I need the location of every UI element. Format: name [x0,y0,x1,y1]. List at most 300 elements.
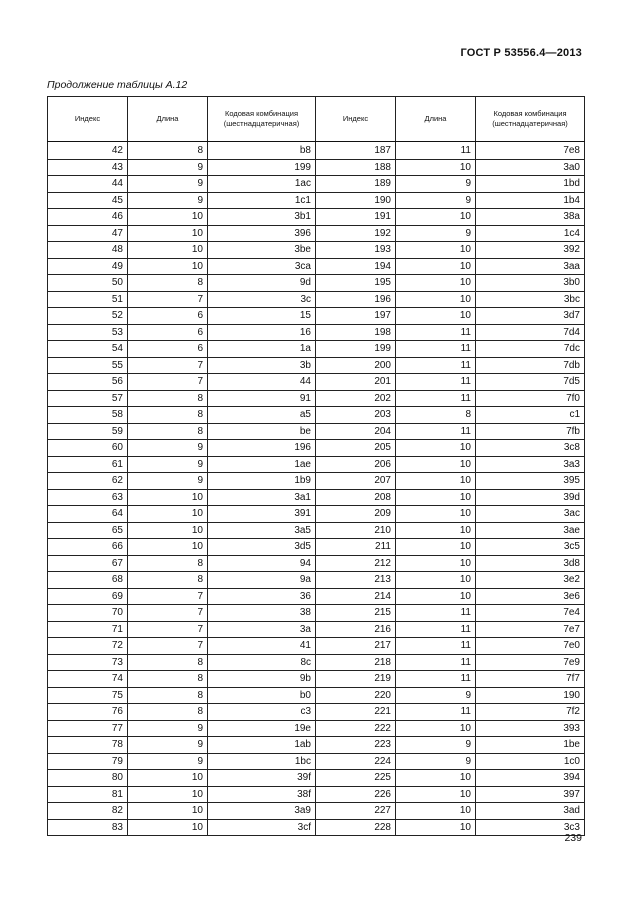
cell-length: 9 [128,473,208,490]
cell-index: 68 [48,572,128,589]
cell-index: 191 [316,209,396,226]
cell-code: 1c4 [476,225,585,242]
cell-length: 10 [396,555,476,572]
cell-index: 78 [48,737,128,754]
cell-length: 9 [128,737,208,754]
table-row [48,341,585,358]
cell-index: 64 [48,506,128,523]
cell-index: 58 [48,407,128,424]
cell-code: 3ae [476,522,585,539]
cell-length: 10 [396,539,476,556]
cell-length: 10 [128,225,208,242]
cell-length: 9 [396,737,476,754]
cell-code: 7e0 [476,638,585,655]
table-row [48,588,585,605]
table-row [48,803,585,820]
cell-index: 52 [48,308,128,325]
cell-code: 7f7 [476,671,585,688]
cell-index: 53 [48,324,128,341]
cell-code: 38f [208,786,316,803]
cell-index: 62 [48,473,128,490]
cell-index: 83 [48,819,128,836]
cell-length: 10 [396,473,476,490]
cell-code: 395 [476,473,585,490]
table-row [48,654,585,671]
cell-length: 7 [128,621,208,638]
cell-length: 9 [128,440,208,457]
table-row [48,555,585,572]
cell-index: 71 [48,621,128,638]
table-row [48,687,585,704]
table-row [48,621,585,638]
cell-length: 9 [396,192,476,209]
cell-length: 9 [396,753,476,770]
cell-index: 188 [316,159,396,176]
cell-index: 215 [316,605,396,622]
cell-code: 3e2 [476,572,585,589]
cell-length: 10 [396,440,476,457]
cell-length: 11 [396,638,476,655]
cell-code: 1ae [208,456,316,473]
cell-code: 392 [476,242,585,259]
cell-length: 10 [396,242,476,259]
cell-code: 15 [208,308,316,325]
cell-code: 7dc [476,341,585,358]
cell-index: 74 [48,671,128,688]
cell-length: 11 [396,390,476,407]
cell-index: 220 [316,687,396,704]
column-header-index: Индекс [316,97,396,142]
cell-index: 225 [316,770,396,787]
cell-index: 69 [48,588,128,605]
cell-length: 7 [128,357,208,374]
table-row [48,225,585,242]
cell-length: 10 [396,786,476,803]
cell-length: 8 [128,407,208,424]
code-table [47,96,585,836]
cell-index: 57 [48,390,128,407]
cell-index: 77 [48,720,128,737]
cell-index: 202 [316,390,396,407]
cell-length: 8 [128,423,208,440]
cell-code: 7e7 [476,621,585,638]
table-row [48,539,585,556]
cell-code: 3c3 [476,819,585,836]
cell-code: 36 [208,588,316,605]
cell-code: 199 [208,159,316,176]
cell-length: 9 [128,720,208,737]
table-caption: Продолжение таблицы А.12 [47,79,188,91]
table-row [48,242,585,259]
cell-code: 3a [208,621,316,638]
cell-code: 196 [208,440,316,457]
table-row [48,671,585,688]
cell-length: 10 [396,308,476,325]
cell-code: 394 [476,770,585,787]
cell-code: 9a [208,572,316,589]
cell-index: 228 [316,819,396,836]
cell-length: 11 [396,357,476,374]
table-row [48,638,585,655]
table-row [48,357,585,374]
cell-length: 10 [128,522,208,539]
cell-length: 10 [128,770,208,787]
cell-length: 10 [396,522,476,539]
cell-code: 1c1 [208,192,316,209]
cell-length: 11 [396,704,476,721]
cell-code: 3ca [208,258,316,275]
cell-code: 1be [476,737,585,754]
table-row [48,704,585,721]
cell-index: 43 [48,159,128,176]
cell-code: 1c0 [476,753,585,770]
table-row [48,374,585,391]
cell-length: 10 [396,258,476,275]
cell-code: 3d8 [476,555,585,572]
page-number: 239 [564,832,582,844]
cell-index: 59 [48,423,128,440]
cell-index: 213 [316,572,396,589]
cell-index: 76 [48,704,128,721]
cell-length: 11 [396,374,476,391]
cell-length: 7 [128,605,208,622]
table-row [48,786,585,803]
cell-code: 7e8 [476,142,585,160]
table-row [48,456,585,473]
cell-code: 7db [476,357,585,374]
cell-code: 1b4 [476,192,585,209]
column-header-length: Длина [396,97,476,142]
cell-code: 3ac [476,506,585,523]
cell-length: 10 [396,456,476,473]
cell-length: 6 [128,341,208,358]
cell-code: 16 [208,324,316,341]
cell-index: 61 [48,456,128,473]
cell-length: 8 [396,407,476,424]
cell-length: 10 [396,720,476,737]
cell-code: 7fb [476,423,585,440]
table-row [48,407,585,424]
cell-length: 10 [396,275,476,292]
cell-length: 10 [396,159,476,176]
table-row [48,176,585,193]
cell-code: 3b1 [208,209,316,226]
cell-index: 46 [48,209,128,226]
cell-length: 10 [396,819,476,836]
cell-code: 38a [476,209,585,226]
cell-index: 63 [48,489,128,506]
cell-code: 39f [208,770,316,787]
cell-code: b0 [208,687,316,704]
cell-index: 218 [316,654,396,671]
cell-index: 212 [316,555,396,572]
cell-length: 9 [128,176,208,193]
cell-length: 8 [128,572,208,589]
cell-code: 7e9 [476,654,585,671]
cell-code: 3a5 [208,522,316,539]
cell-code: 91 [208,390,316,407]
cell-code: 3c [208,291,316,308]
cell-index: 44 [48,176,128,193]
table-row [48,737,585,754]
cell-length: 10 [396,588,476,605]
cell-code: 3cf [208,819,316,836]
cell-length: 11 [396,605,476,622]
cell-index: 48 [48,242,128,259]
cell-index: 80 [48,770,128,787]
cell-length: 9 [128,456,208,473]
cell-length: 10 [396,572,476,589]
cell-code: 7f2 [476,704,585,721]
cell-index: 219 [316,671,396,688]
cell-code: 1ac [208,176,316,193]
cell-index: 47 [48,225,128,242]
cell-index: 81 [48,786,128,803]
cell-index: 55 [48,357,128,374]
cell-code: 7d5 [476,374,585,391]
cell-length: 9 [396,176,476,193]
cell-length: 11 [396,621,476,638]
column-header-code: Кодовая комбинация (шестнадцатеричная) [476,97,585,142]
cell-length: 10 [396,489,476,506]
table-row [48,324,585,341]
cell-length: 10 [128,506,208,523]
table-row [48,819,585,836]
cell-length: 11 [396,671,476,688]
table-row [48,753,585,770]
cell-index: 54 [48,341,128,358]
cell-index: 207 [316,473,396,490]
cell-index: 75 [48,687,128,704]
cell-length: 11 [396,423,476,440]
cell-code: 3e6 [476,588,585,605]
table-row [48,142,585,160]
cell-index: 198 [316,324,396,341]
cell-index: 204 [316,423,396,440]
cell-length: 8 [128,654,208,671]
table-row [48,720,585,737]
cell-code: 3c5 [476,539,585,556]
cell-index: 224 [316,753,396,770]
cell-code: 1b9 [208,473,316,490]
table-row [48,489,585,506]
cell-code: c1 [476,407,585,424]
cell-code: 190 [476,687,585,704]
cell-index: 51 [48,291,128,308]
table-row [48,192,585,209]
cell-length: 7 [128,291,208,308]
cell-index: 205 [316,440,396,457]
cell-code: 94 [208,555,316,572]
cell-code: 391 [208,506,316,523]
cell-code: 1bc [208,753,316,770]
cell-index: 203 [316,407,396,424]
cell-length: 7 [128,638,208,655]
cell-length: 11 [396,654,476,671]
cell-length: 11 [396,341,476,358]
cell-index: 221 [316,704,396,721]
cell-index: 49 [48,258,128,275]
cell-code: 38 [208,605,316,622]
cell-code: 393 [476,720,585,737]
table-row [48,159,585,176]
cell-index: 214 [316,588,396,605]
table-row [48,209,585,226]
cell-length: 10 [396,506,476,523]
cell-code: a5 [208,407,316,424]
cell-code: 396 [208,225,316,242]
table-row [48,473,585,490]
cell-index: 189 [316,176,396,193]
cell-code: 3d5 [208,539,316,556]
cell-index: 222 [316,720,396,737]
cell-code: 9d [208,275,316,292]
cell-index: 45 [48,192,128,209]
table-row [48,390,585,407]
cell-length: 9 [128,159,208,176]
cell-length: 10 [128,209,208,226]
cell-index: 66 [48,539,128,556]
table-row [48,440,585,457]
cell-code: 3b0 [476,275,585,292]
cell-length: 8 [128,671,208,688]
cell-index: 209 [316,506,396,523]
cell-length: 10 [128,819,208,836]
cell-index: 193 [316,242,396,259]
cell-length: 9 [128,753,208,770]
cell-index: 65 [48,522,128,539]
cell-index: 199 [316,341,396,358]
cell-length: 8 [128,555,208,572]
cell-index: 79 [48,753,128,770]
cell-length: 10 [128,539,208,556]
cell-code: 397 [476,786,585,803]
cell-code: 3aa [476,258,585,275]
cell-length: 8 [128,275,208,292]
cell-length: 10 [396,770,476,787]
table-row [48,308,585,325]
cell-index: 187 [316,142,396,160]
cell-code: 3a9 [208,803,316,820]
cell-length: 10 [128,786,208,803]
cell-length: 11 [396,324,476,341]
cell-length: 8 [128,142,208,160]
cell-index: 217 [316,638,396,655]
table-header-row [48,97,585,142]
cell-code: 3bc [476,291,585,308]
table-row [48,572,585,589]
cell-length: 9 [128,192,208,209]
table-row [48,291,585,308]
cell-code: 3ad [476,803,585,820]
table-row [48,522,585,539]
cell-index: 67 [48,555,128,572]
cell-code: 3a1 [208,489,316,506]
table-row [48,605,585,622]
cell-index: 82 [48,803,128,820]
cell-length: 8 [128,390,208,407]
cell-index: 197 [316,308,396,325]
cell-index: 73 [48,654,128,671]
cell-code: 1bd [476,176,585,193]
cell-code: 3a0 [476,159,585,176]
cell-code: 8c [208,654,316,671]
cell-code: 1ab [208,737,316,754]
cell-index: 196 [316,291,396,308]
cell-length: 10 [396,291,476,308]
table-row [48,258,585,275]
cell-code: 41 [208,638,316,655]
cell-index: 208 [316,489,396,506]
cell-length: 8 [128,687,208,704]
cell-length: 10 [128,489,208,506]
cell-code: b8 [208,142,316,160]
cell-length: 10 [128,258,208,275]
cell-length: 8 [128,704,208,721]
cell-index: 227 [316,803,396,820]
cell-length: 10 [396,209,476,226]
cell-index: 60 [48,440,128,457]
cell-length: 9 [396,687,476,704]
cell-index: 195 [316,275,396,292]
cell-index: 190 [316,192,396,209]
cell-index: 200 [316,357,396,374]
cell-index: 72 [48,638,128,655]
cell-code: 9b [208,671,316,688]
table-row [48,423,585,440]
column-header-index: Индекс [48,97,128,142]
cell-code: 3be [208,242,316,259]
cell-length: 6 [128,324,208,341]
cell-code: 3c8 [476,440,585,457]
cell-index: 56 [48,374,128,391]
cell-length: 10 [128,242,208,259]
column-header-code: Кодовая комбинация (шестнадцатеричная) [208,97,316,142]
cell-index: 210 [316,522,396,539]
cell-code: 7e4 [476,605,585,622]
column-header-length: Длина [128,97,208,142]
cell-length: 10 [128,803,208,820]
cell-code: 19e [208,720,316,737]
cell-index: 50 [48,275,128,292]
cell-length: 10 [396,803,476,820]
cell-code: 3b [208,357,316,374]
cell-index: 206 [316,456,396,473]
cell-length: 7 [128,374,208,391]
cell-index: 226 [316,786,396,803]
table-body [48,142,585,836]
cell-index: 70 [48,605,128,622]
cell-code: be [208,423,316,440]
cell-length: 11 [396,142,476,160]
cell-code: 3a3 [476,456,585,473]
cell-code: 3d7 [476,308,585,325]
table-row [48,770,585,787]
cell-code: 7d4 [476,324,585,341]
standard-number: ГОСТ Р 53556.4—2013 [460,47,582,59]
cell-code: c3 [208,704,316,721]
cell-code: 1a [208,341,316,358]
cell-index: 42 [48,142,128,160]
cell-index: 211 [316,539,396,556]
table-row [48,506,585,523]
cell-index: 216 [316,621,396,638]
cell-length: 6 [128,308,208,325]
cell-index: 194 [316,258,396,275]
cell-code: 44 [208,374,316,391]
table-row [48,275,585,292]
cell-index: 201 [316,374,396,391]
